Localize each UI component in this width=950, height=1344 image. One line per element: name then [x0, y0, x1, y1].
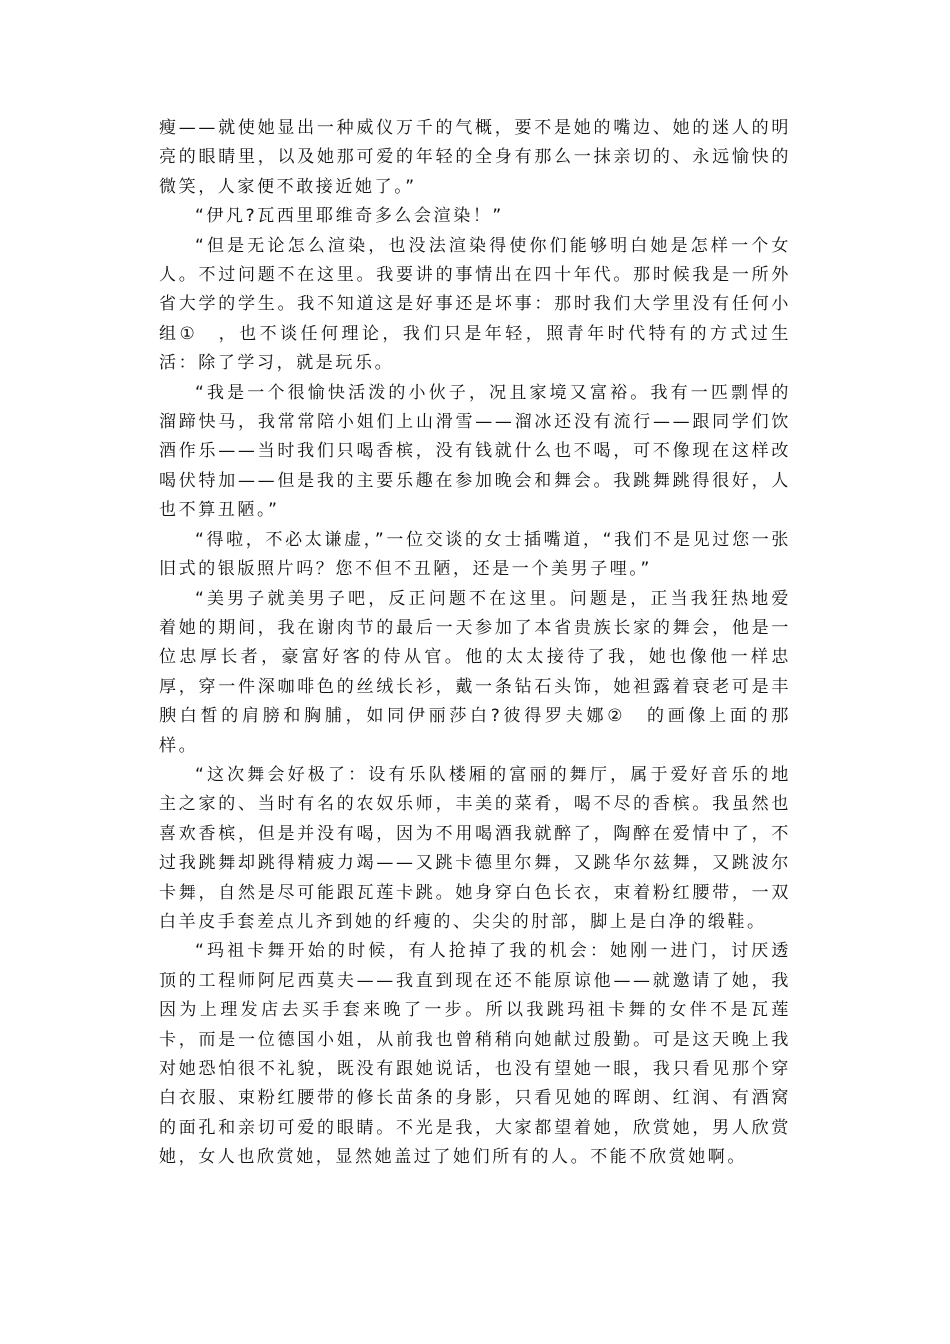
document-page	[159, 114, 791, 1173]
paragraph-7: “这次舞会好极了：设有乐队楼厢的富丽的舞厅，属于爱好音乐的地主之家的、当时有名的农奴乐师，丰美的菜肴，喝不尽的香槟。我虽然也喜欢香槟，但是并没有喝，因为不用喝酒我就醉了，陶醉在爱情中了，不过我跳舞却跳得精疲力竭——又跳卡德里尔舞，又跳华尔兹舞，又跳波尔卡舞，自然是尽可能跟瓦莲卡跳。她身穿白色长衣，束着粉红腰带，一双白羊皮手套差点儿齐到她的纤瘦的、尖尖的肘部，脚上是白净的缎鞋。	[159, 764, 791, 932]
paragraph-8: “玛祖卡舞开始的时候，有人抢掉了我的机会：她刚一进门，讨厌透顶的工程师阿尼西莫夫——我直到现在还不能原谅他——就邀请了她，我因为上理发店去买手套来晚了一步。所以我跳玛祖卡舞的女伴不是瓦莲卡，而是一位德国小姐，从前我也曾稍稍向她献过殷勤。可是这天晚上我对她恐怕很不礼貌，既没有跟她说话，也没有望她一眼，我只看见那个穿白衣服、束粉红腰带的修长苗条的身影，只看见她的晖朗、红润、有酒窝的面孔和亲切可爱的眼睛。不光是我，大家都望着她，欣赏她，男人欣赏她，女人也欣赏她，显然她盖过了她们所有的人。不能不欣赏她啊。	[159, 941, 791, 1168]
paragraph-1: 瘦——就使她显出一种威仪万千的气概，要不是她的嘴边、她的迷人的明亮的眼睛里，以及她那可爱的年轻的全身有那么一抹亲切的、永远愉快的微笑，人家便不敢接近她了。”	[159, 118, 791, 197]
paragraph-5: “得啦，不必太谦虚，”一位交谈的女士插嘴道，“我们不是见过您一张旧式的银版照片吗？您不但不丑陋，还是一个美男子哩。”	[159, 529, 791, 580]
paragraph-3: “但是无论怎么渲染，也没法渲染得使你们能够明白她是怎样一个女人。不过问题不在这里。我要讲的事情出在四十年代。那时候我是一所外省大学的学生。我不知道这是好事还是坏事：那时我们大学里没有任何小组① ，也不谈任何理论，我们只是年轻，照青年时代特有的方式过生活：除了学习，就是玩乐。	[159, 235, 791, 374]
paragraph-4: “我是一个很愉快活泼的小伙子，况且家境又富裕。我有一匹剽悍的溜蹄快马，我常常陪小姐们上山滑雪——溜冰还没有流行——跟同学们饮酒作乐——当时我们只喝香槟，没有钱就什么也不喝，可不像现在这样改喝伏特加——但是我的主要乐趣在参加晚会和舞会。我跳舞跳得很好，人也不算丑陋。”	[159, 382, 791, 521]
paragraph-2: “伊凡?瓦西里耶维奇多么会渲染！”	[195, 206, 504, 227]
paragraph-6: “美男子就美男子吧，反正问题不在这里。问题是，正当我狂热地爱着她的期间，我在谢肉节的最后一天参加了本省贵族长家的舞会，他是一位忠厚长者，豪富好客的侍从官。他的太太接待了我，她也像他一样忠厚，穿一件深咖啡色的丝绒长衫，戴一条钻石头饰，她袒露着衰老可是丰腴白皙的肩膀和胸脯，如同伊丽莎白?彼得罗夫娜② 的画像上面的那样。	[159, 588, 791, 756]
